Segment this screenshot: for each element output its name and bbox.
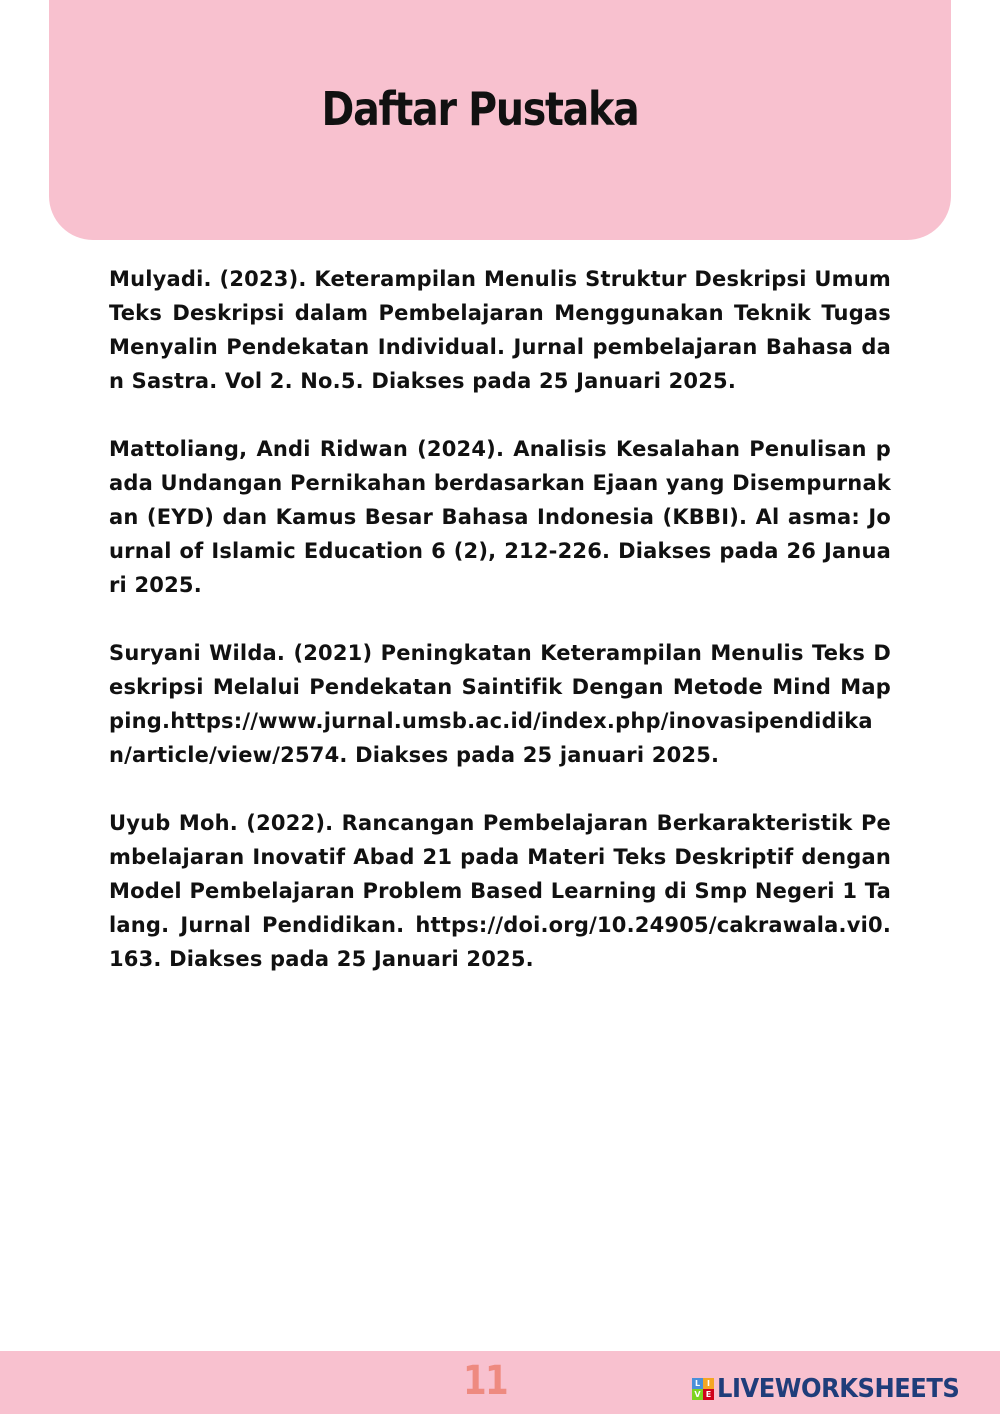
reference-list [109, 262, 891, 1010]
page-title: Daftar Pustaka [321, 82, 639, 136]
liveworksheets-logo-icon [692, 1378, 714, 1400]
page-number: 11 [463, 1358, 507, 1404]
logo-tile-l: L [692, 1378, 703, 1389]
liveworksheets-brand [692, 1372, 978, 1406]
reference-item: Suryani Wilda. (2021) Peningkatan Keterampilan Menulis Teks Deskripsi Melalui Pendekatan Saintifik Dengan Metode Mind Mapping.https://www.jurnal.umsb.ac.id/index.php/inovasipendidikan/article/view/2574. Diakses pada 25 januari 2025. [109, 641, 891, 767]
reference-item: Mulyadi. (2023). Keterampilan Menulis Struktur Deskripsi Umum Teks Deskripsi dalam Pembelajaran Menggunakan Teknik Tugas Menyalin Pendekatan Individual. Jurnal pembelajaran Bahasa dan Sastra. Vol 2. No.5. Diakses pada 25 Januari 2025. [109, 267, 891, 393]
logo-tile-v: V [692, 1389, 703, 1400]
logo-tile-e: E [703, 1389, 714, 1400]
brand-name: LIVEWORKSHEETS [717, 1374, 960, 1404]
reference-item: Mattoliang, Andi Ridwan (2024). Analisis Kesalahan Penulisan pada Undangan Pernikahan berdasarkan Ejaan yang Disempurnakan (EYD) dan Kamus Besar Bahasa Indonesia (KBBI). Al asma: Journal of Islamic Education 6 (2), 212-226. Diakses pada 26 Januari 2025. [109, 437, 891, 597]
logo-tile-i: I [703, 1378, 714, 1389]
reference-item: Uyub Moh. (2022). Rancangan Pembelajaran Berkarakteristik Pembelajaran Inovatif Abad 21 pada Materi Teks Deskriptif dengan Model Pembelajaran Problem Based Learning di Smp Negeri 1 Talang. Jurnal Pendidikan. https://doi.org/10.24905/cakrawala.vi0.163. Diakses pada 25 Januari 2025. [109, 811, 891, 971]
